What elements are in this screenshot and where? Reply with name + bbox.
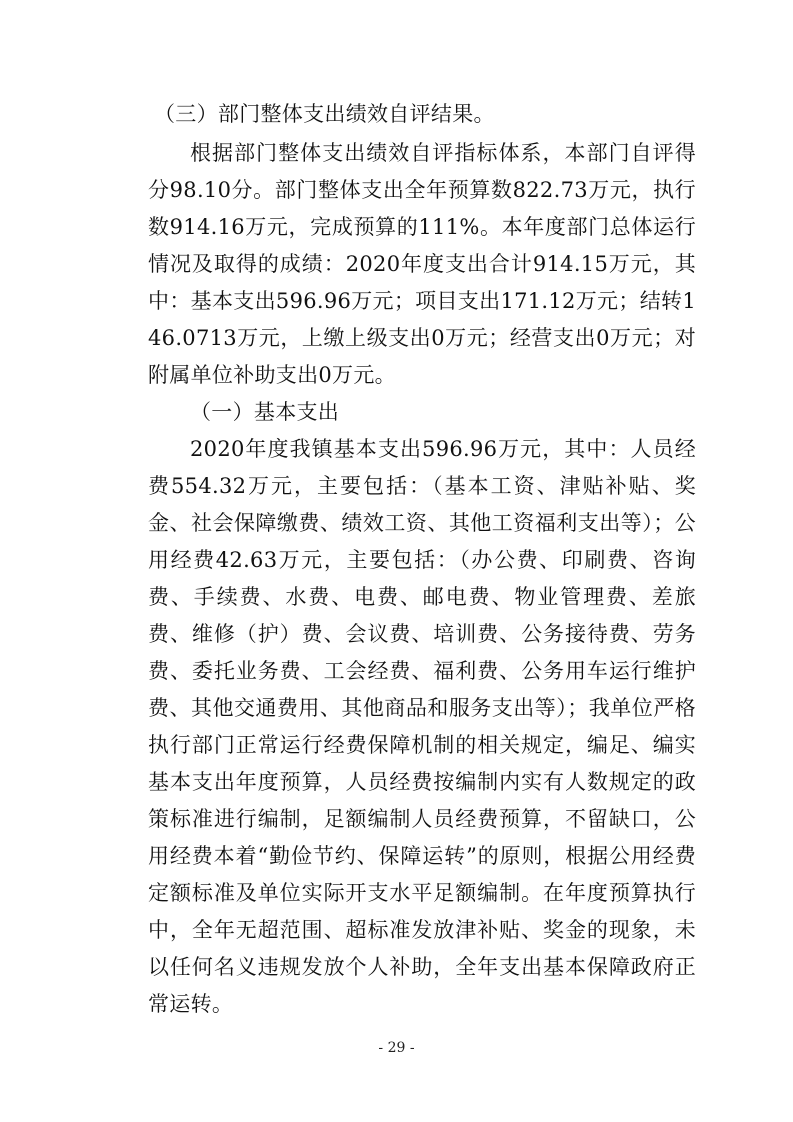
section-heading: （三）部门整体支出绩效自评结果。 (154, 102, 495, 126)
paragraph-self-evaluation: 根据部门整体支出绩效自评指标体系，本部门自评得分98.10分。部门整体支出全年预算数822.73万元，执行数914.16万元，完成预算的111%。本年度部门总体运行情况及取得的成绩：2020年度支出合计914.15万元，其中：基本支出596.96万元；项目支出171.12万元；结转146.0713万元，上缴上级支出0万元；经营支出0万元；对附属单位补助支出0万元。 (148, 141, 696, 387)
paragraph-basic-expenditure: 2020年度我镇基本支出596.96万元，其中：人员经费554.32万元，主要包括：（基本工资、津贴补贴、奖金、社会保障缴费、绩效工资、其他工资福利支出等）；公用经费42.63万元，主要包括：（办公费、印刷费、咨询费、手续费、水费、电费、邮电费、物业管理费、差旅费、维修（护）费、会议费、培训费、公务接待费、劳务费、委托业务费、工会经费、福利费、公务用车运行维护费、其他交通费用、其他商品和服务支出等）；我单位严格执行部门正常运行经费保障机制的相关规定，编足、编实基本支出年度预算，人员经费按编制内实有人数规定的政策标准进行编制，足额编制人员经费预算，不留缺口，公用经费本着“勤俭节约、保障运转”的原则，根据公用经费定额标准及单位实际开支水平足额编制。在年度预算执行中，全年无超范围、超标准发放津补贴、奖金的现象，未以任何名义违规发放个人补助，全年支出基本保障政府正常运转。 (148, 437, 696, 1016)
page-number: - 29 - (378, 1040, 415, 1056)
document-body (148, 96, 696, 1023)
subsection-heading-basic-expenditure: （一）基本支出 (190, 400, 340, 424)
